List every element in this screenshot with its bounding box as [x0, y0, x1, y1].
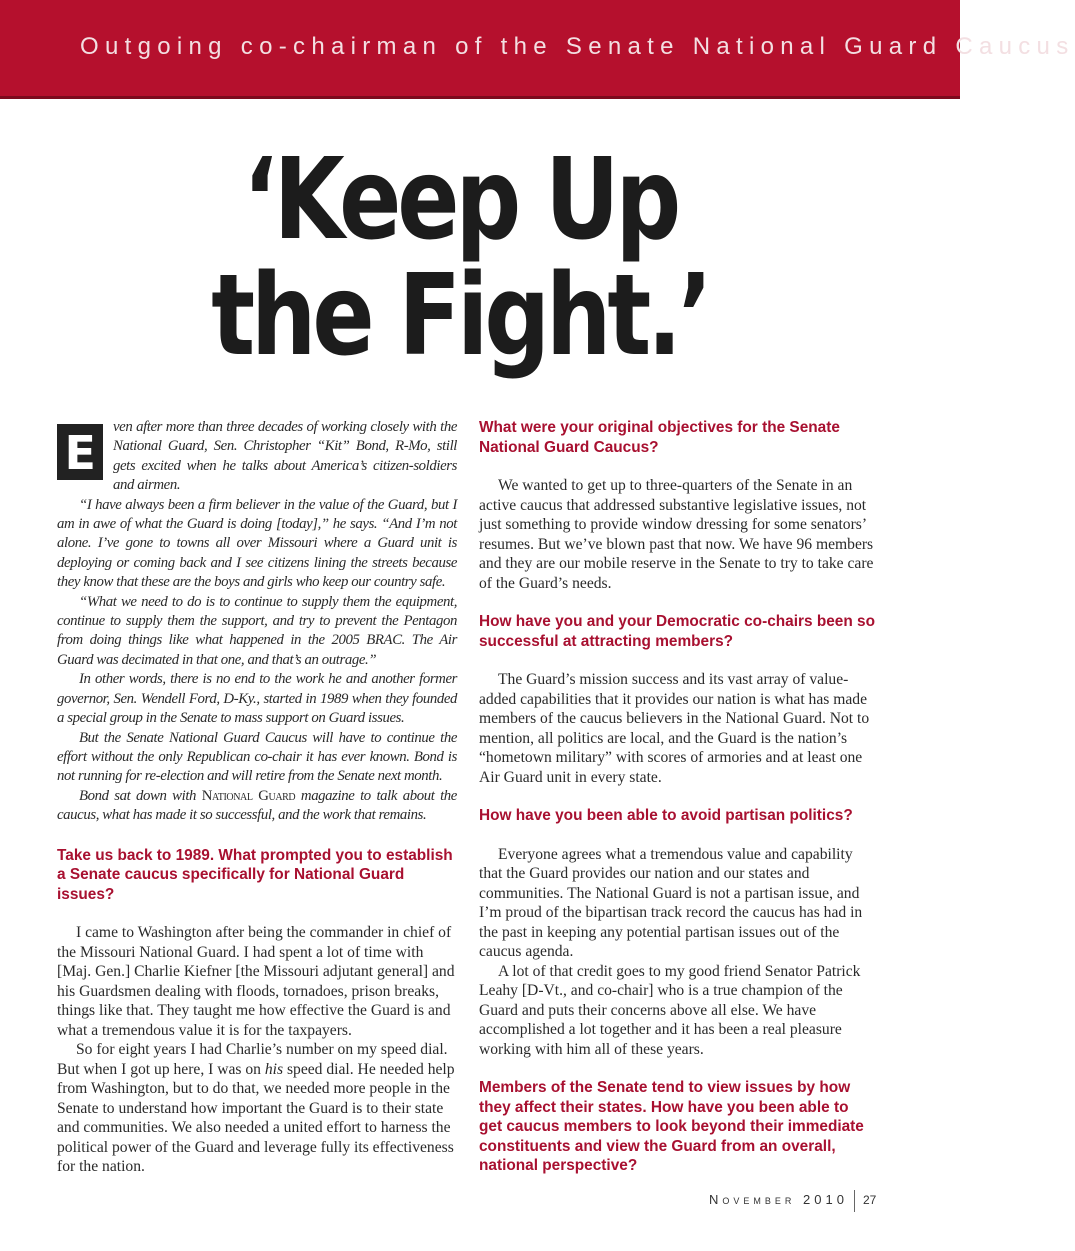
intro-paragraph-1: [57, 418, 457, 496]
question-5: Members of the Senate tend to view issues by how they affect their states. How have you been able to get caucus members to look beyond their immediate constituents and view the Guard from an overall, national perspective?: [479, 1079, 864, 1174]
answer-4-paragraph-1: Everyone agrees what a tremendous value and capability that the Guard provides our nation and our states and communities. The National Guard is not a partisan issue, and I’m proud of the bipartisan track record the caucus has had in the past in keeping any potential partisan issues out of the caucus agenda.: [479, 845, 863, 960]
drop-cap: E: [57, 424, 103, 480]
answer-3: [479, 670, 875, 787]
article-headline: [83, 135, 837, 381]
magazine-name: National Guard: [201, 787, 296, 804]
question-2: What were your original objectives for the Senate National Guard Caucus?: [479, 419, 840, 456]
answer-1-p2-after: speed dial. He needed help from Washington, but to do that, we needed more people in the Senate to understand how important the Guard is to their state and communities. We also needed a united effort to harness the political power of the Guard and leverage fully its effectiveness for the nation.: [57, 1060, 455, 1176]
answer-3-paragraph: The Guard’s mission success and its vast array of value-added capabilities that it provides our nation is what has made members of the caucus believers in the National Guard. Not to mention, all politics are local, and the Guard is the nation’s “hometown military” with scores of armories and at least one Air Guard unit in every state.: [479, 671, 870, 786]
intro-p1-text: ven after more than three decades of working closely with the National Guard, Sen. Christopher “Kit” Bond, R-Mo, still gets excited when he talks about America’s citizen-soldiers and airmen.: [113, 419, 457, 494]
left-column: [57, 418, 457, 1177]
question-3: How have you and your Democratic co-chairs been so successful at attracting members?: [479, 613, 875, 650]
intro-paragraph-2: “I have always been a firm believer in the value of the Guard, but I am in awe of what the Guard is doing [today],” he says. “And I’m not alone. I’ve gone to towns all over Missouri where a Guard unit is deploying or coming back and I see citizens lining the streets because they know that these are the boys and girls who keep our country safe.: [57, 496, 457, 591]
intro-paragraph-3: “What we need to do is to continue to supply them the equipment, continue to supply them the support, and try to prevent the Pentagon from doing things like what happened in the 2005 BRAC. The Air Guard was decimated in that one, and that’s an outrage.”: [57, 593, 457, 668]
intro-paragraph-4: In other words, there is no end to the work he and another former governor, Sen. Wendell Ford, D-Ky., started in 1989 when they founded a special group in the Senate to mass support on Guard issues.: [57, 671, 457, 727]
answer-2: [479, 476, 875, 593]
intro-text: [57, 418, 457, 826]
page-number: 27: [862, 1193, 877, 1208]
headline-line-2: the Fight.’: [211, 251, 709, 381]
answer-1-p2-before: So for eight years I had Charlie’s number on my speed dial. But when I got up here, I was on: [57, 1041, 448, 1078]
intro-paragraph-6: [57, 787, 457, 826]
intro-paragraph-5: But the Senate National Guard Caucus will have to continue the effort without the only Republican co-chair it has ever known. Bond is not running for re-election and will retire from the Senate next month.: [57, 729, 457, 785]
intro-p6-before: Bond sat down with: [79, 787, 202, 804]
page-footer: [709, 1190, 876, 1212]
answer-1-paragraph-1: I came to Washington after being the commander in chief of the Missouri National Guard. I had spent a lot of time with [Maj. Gen.] Charlie Kiefner [the Missouri adjutant general] and his Guardsmen dealing with floods, tornadoes, prison breaks, things like that. They taught me how effective the Guard is and what a tremendous value it is for the taxpayers.: [57, 924, 455, 1039]
answer-1-paragraph-2: [57, 1040, 457, 1177]
right-column: [479, 418, 875, 1195]
question-1: Take us back to 1989. What prompted you to establish a Senate caucus specifically for National Guard issues?: [57, 846, 453, 903]
answer-2-paragraph: We wanted to get up to three-quarters of the Senate in an active caucus that addressed substantive legislative issues, not just something to provide window dressing for some senators’ resumes. But we’ve blown past that now. We have 96 members and they are our mobile reserve in the Senate to try to take care of the Guard’s needs.: [479, 477, 874, 592]
question-4: How have you been able to avoid partisan politics?: [479, 807, 853, 824]
header-banner: [0, 0, 1075, 99]
footer-divider: [854, 1190, 855, 1212]
answer-1-p2-emphasis: his: [264, 1060, 284, 1078]
answer-4-paragraph-2: A lot of that credit goes to my good friend Senator Patrick Leahy [D-Vt., and co-chair] who is a true champion of the Guard and puts their concerns above all else. We have accomplished a lot together and it has been a real pleasure working with him all of these years.: [479, 962, 861, 1058]
answer-1: [57, 923, 457, 1177]
intro-p6-after: magazine to talk about the caucus, what has made it so successful, and the work that remains.: [57, 787, 457, 824]
issue-date: November 2010: [709, 1192, 848, 1208]
banner-title: Outgoing co-chairman of the Senate National Guard Caucus: [80, 33, 1075, 60]
headline-line-1: ‘Keep Up: [242, 135, 678, 265]
answer-4: [479, 845, 875, 1060]
